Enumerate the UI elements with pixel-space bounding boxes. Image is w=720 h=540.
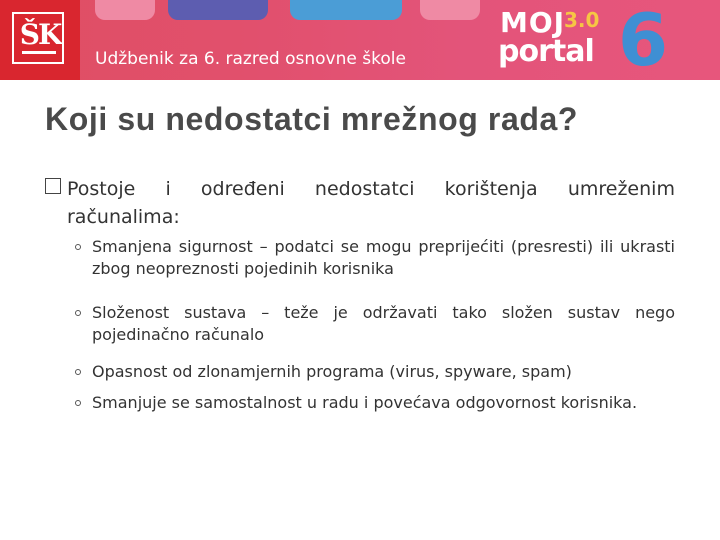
- list-item-text: Složenost sustava – teže je održavati tako složen sustav nego pojedinačno računalo: [92, 303, 675, 344]
- header-subtitle: Udžbenik za 6. razred osnovne škole: [95, 49, 406, 69]
- decorative-tab: [168, 0, 268, 20]
- bullet-word: korištenja: [444, 178, 538, 200]
- ring-bullet-icon: [75, 369, 81, 375]
- logo-frame: [12, 12, 64, 64]
- brand-version: 3.0: [564, 8, 600, 32]
- bullet-word: nedostatci: [314, 178, 415, 200]
- main-bullet-line1: [67, 176, 675, 202]
- decorative-tab: [420, 0, 480, 20]
- brand-top: MOJ: [500, 6, 566, 39]
- slide-title: Koji su nedostatci mrežnog rada?: [45, 101, 579, 137]
- moj-portal-logo: [498, 0, 698, 80]
- main-bullet-line2: računalima:: [67, 206, 180, 228]
- ring-bullet-icon: [75, 244, 81, 250]
- header-banner: [0, 0, 720, 80]
- bullet-word: i: [165, 178, 171, 200]
- bullet-word: umreženim: [567, 178, 675, 200]
- logo-text: ŠK: [19, 18, 61, 51]
- ring-bullet-icon: [75, 400, 81, 406]
- square-bullet-icon: [45, 178, 61, 194]
- brand-grade: 6: [618, 0, 669, 80]
- brand-bottom: portal: [498, 34, 594, 69]
- list-item-text: Smanjuje se samostalnost u radu i povećava odgovornost korisnika.: [92, 393, 638, 412]
- list-item-text: Smanjena sigurnost – podatci se mogu preprijećiti (presresti) ili ukrasti zbog neopreznosti pojedinih korisnika: [92, 237, 675, 278]
- publisher-logo: [0, 0, 80, 80]
- bullet-word: Postoje: [67, 178, 136, 200]
- decorative-tab: [290, 0, 402, 20]
- list-item-text: Opasnost od zlonamjernih programa (virus, spyware, spam): [92, 362, 572, 381]
- logo-underline: [22, 51, 56, 54]
- decorative-tab: [95, 0, 155, 20]
- ring-bullet-icon: [75, 310, 81, 316]
- bullet-word: određeni: [200, 178, 285, 200]
